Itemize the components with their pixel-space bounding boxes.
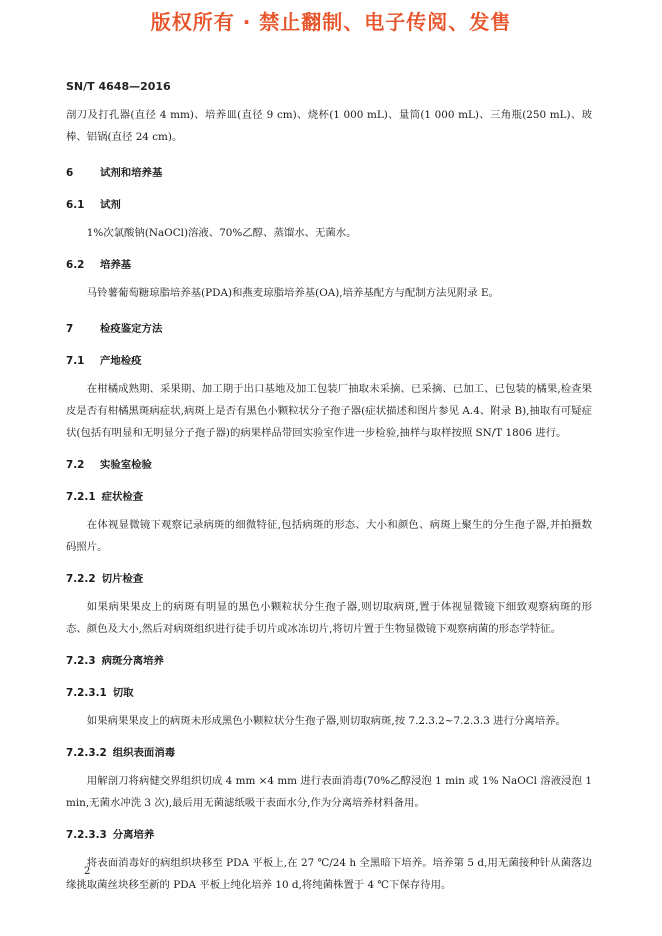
section-6-2-text: 马铃薯葡萄糖琼脂培养基(PDA)和燕麦琼脂培养基(OA),培养基配方与配制方法见附录 E。 <box>86 287 499 299</box>
section-7-2-3-2-text: 用解剖刀将病健交界组织切成 4 mm ×4 mm 进行表面消毒(70%乙醇浸泡 1 min 或 1% NaOCl 溶液浸泡 1 min,无菌水冲洗 3 次),最后用无菌滤纸吸干表面水分,作为分离培养材料备用。 <box>66 775 592 809</box>
section-number: 6.1 <box>66 199 85 211</box>
section-title: 病斑分离培养 <box>101 655 164 667</box>
section-number: 6 <box>66 167 74 179</box>
section-number: 7.1 <box>66 355 85 367</box>
section-title: 切取 <box>112 687 134 699</box>
section-number: 7.2.3.2 <box>66 747 107 759</box>
section-6-1-text: 1%次氯酸钠(NaOCl)溶液、70%乙醇、蒸馏水、无菌水。 <box>86 227 357 239</box>
section-title: 实验室检验 <box>100 459 152 471</box>
section-number: 7.2.1 <box>66 491 96 503</box>
section-7-heading <box>66 318 592 340</box>
section-title: 试剂和培养基 <box>100 167 163 179</box>
section-title: 产地检疫 <box>100 355 142 367</box>
section-7-2-3-heading <box>66 650 592 672</box>
equipment-list-continuation: 剖刀及打孔器(直径 4 mm)、培养皿(直径 9 cm)、烧杯(1 000 mL)、量筒(1 000 mL)、三角瓶(250 mL)、玻棒、铝锅(直径 24 cm)。 <box>66 109 592 143</box>
section-7-2-1-text: 在体视显微镜下观察记录病斑的细微特征,包括病斑的形态、大小和颜色、病斑上聚生的分生孢子器,并拍摄数码照片。 <box>66 519 592 553</box>
section-title: 试剂 <box>100 199 121 211</box>
section-number: 7.2.3 <box>66 655 96 667</box>
section-7-2-1-heading <box>66 486 592 508</box>
section-title: 培养基 <box>100 259 132 271</box>
document-body <box>66 104 592 896</box>
section-number: 7.2.3.1 <box>66 687 107 699</box>
section-number: 7 <box>66 323 74 335</box>
section-6-heading <box>66 162 592 184</box>
section-number: 7.2.2 <box>66 573 96 585</box>
section-number: 6.2 <box>66 259 85 271</box>
section-7-1-text: 在柑橘成熟期、采果期、加工期于出口基地及加工包装厂抽取未采摘、已采摘、已加工、已包装的橘果,检查果皮是否有柑橘黑斑病症状,病斑上是否有黑色小颗粒状分子孢子器(症状描述和图片参见 A.4、附录 B),抽取有可疑症状(包括有明显和无明显分子孢子器)的病果样品带回实验室作进一步检验,抽样与取样按照 SN/T 1806 进行。 <box>66 383 592 439</box>
section-7-2-3-2-heading <box>66 742 592 764</box>
section-number: 7.2 <box>66 459 85 471</box>
page-number: 2 <box>84 866 91 877</box>
section-title: 症状检查 <box>101 491 144 503</box>
section-number: 7.2.3.3 <box>66 829 107 841</box>
section-7-1-heading <box>66 350 592 372</box>
section-7-2-3-3-heading <box>66 824 592 846</box>
section-6-1-heading <box>66 194 592 216</box>
section-title: 切片检查 <box>101 573 144 585</box>
section-7-2-2-heading <box>66 568 592 590</box>
section-6-2-heading <box>66 254 592 276</box>
section-7-2-3-1-heading <box>66 682 592 704</box>
section-7-2-3-1-text: 如果病果果皮上的病斑未形成黑色小颗粒状分生孢子器,则切取病斑,按 7.2.3.2~7.2.3.3 进行分离培养。 <box>86 715 566 727</box>
section-7-2-heading <box>66 454 592 476</box>
standard-code: SN/T 4648—2016 <box>66 80 171 93</box>
section-title: 检疫鉴定方法 <box>100 323 163 335</box>
copyright-watermark: 版权所有 · 禁止翻制、电子传阅、发售 <box>150 10 512 34</box>
section-title: 组织表面消毒 <box>112 747 176 759</box>
section-7-2-3-3-text: 将表面消毒好的病组织块移至 PDA 平板上,在 27 ℃/24 h 全黑暗下培养。培养第 5 d,用无菌接种针从菌落边缘挑取菌丝块移至新的 PDA 平板上纯化培养 10 d,将纯菌株置于 4 ℃下保存待用。 <box>66 857 592 891</box>
section-title: 分离培养 <box>112 829 155 841</box>
section-7-2-2-text: 如果病果果皮上的病斑有明显的黑色小颗粒状分生孢子器,则切取病斑,置于体视显微镜下细致观察病斑的形态、颜色及大小,然后对病斑组织进行徒手切片或冰冻切片,将切片置于生物显微镜下观察病菌的形态学特征。 <box>66 601 592 635</box>
